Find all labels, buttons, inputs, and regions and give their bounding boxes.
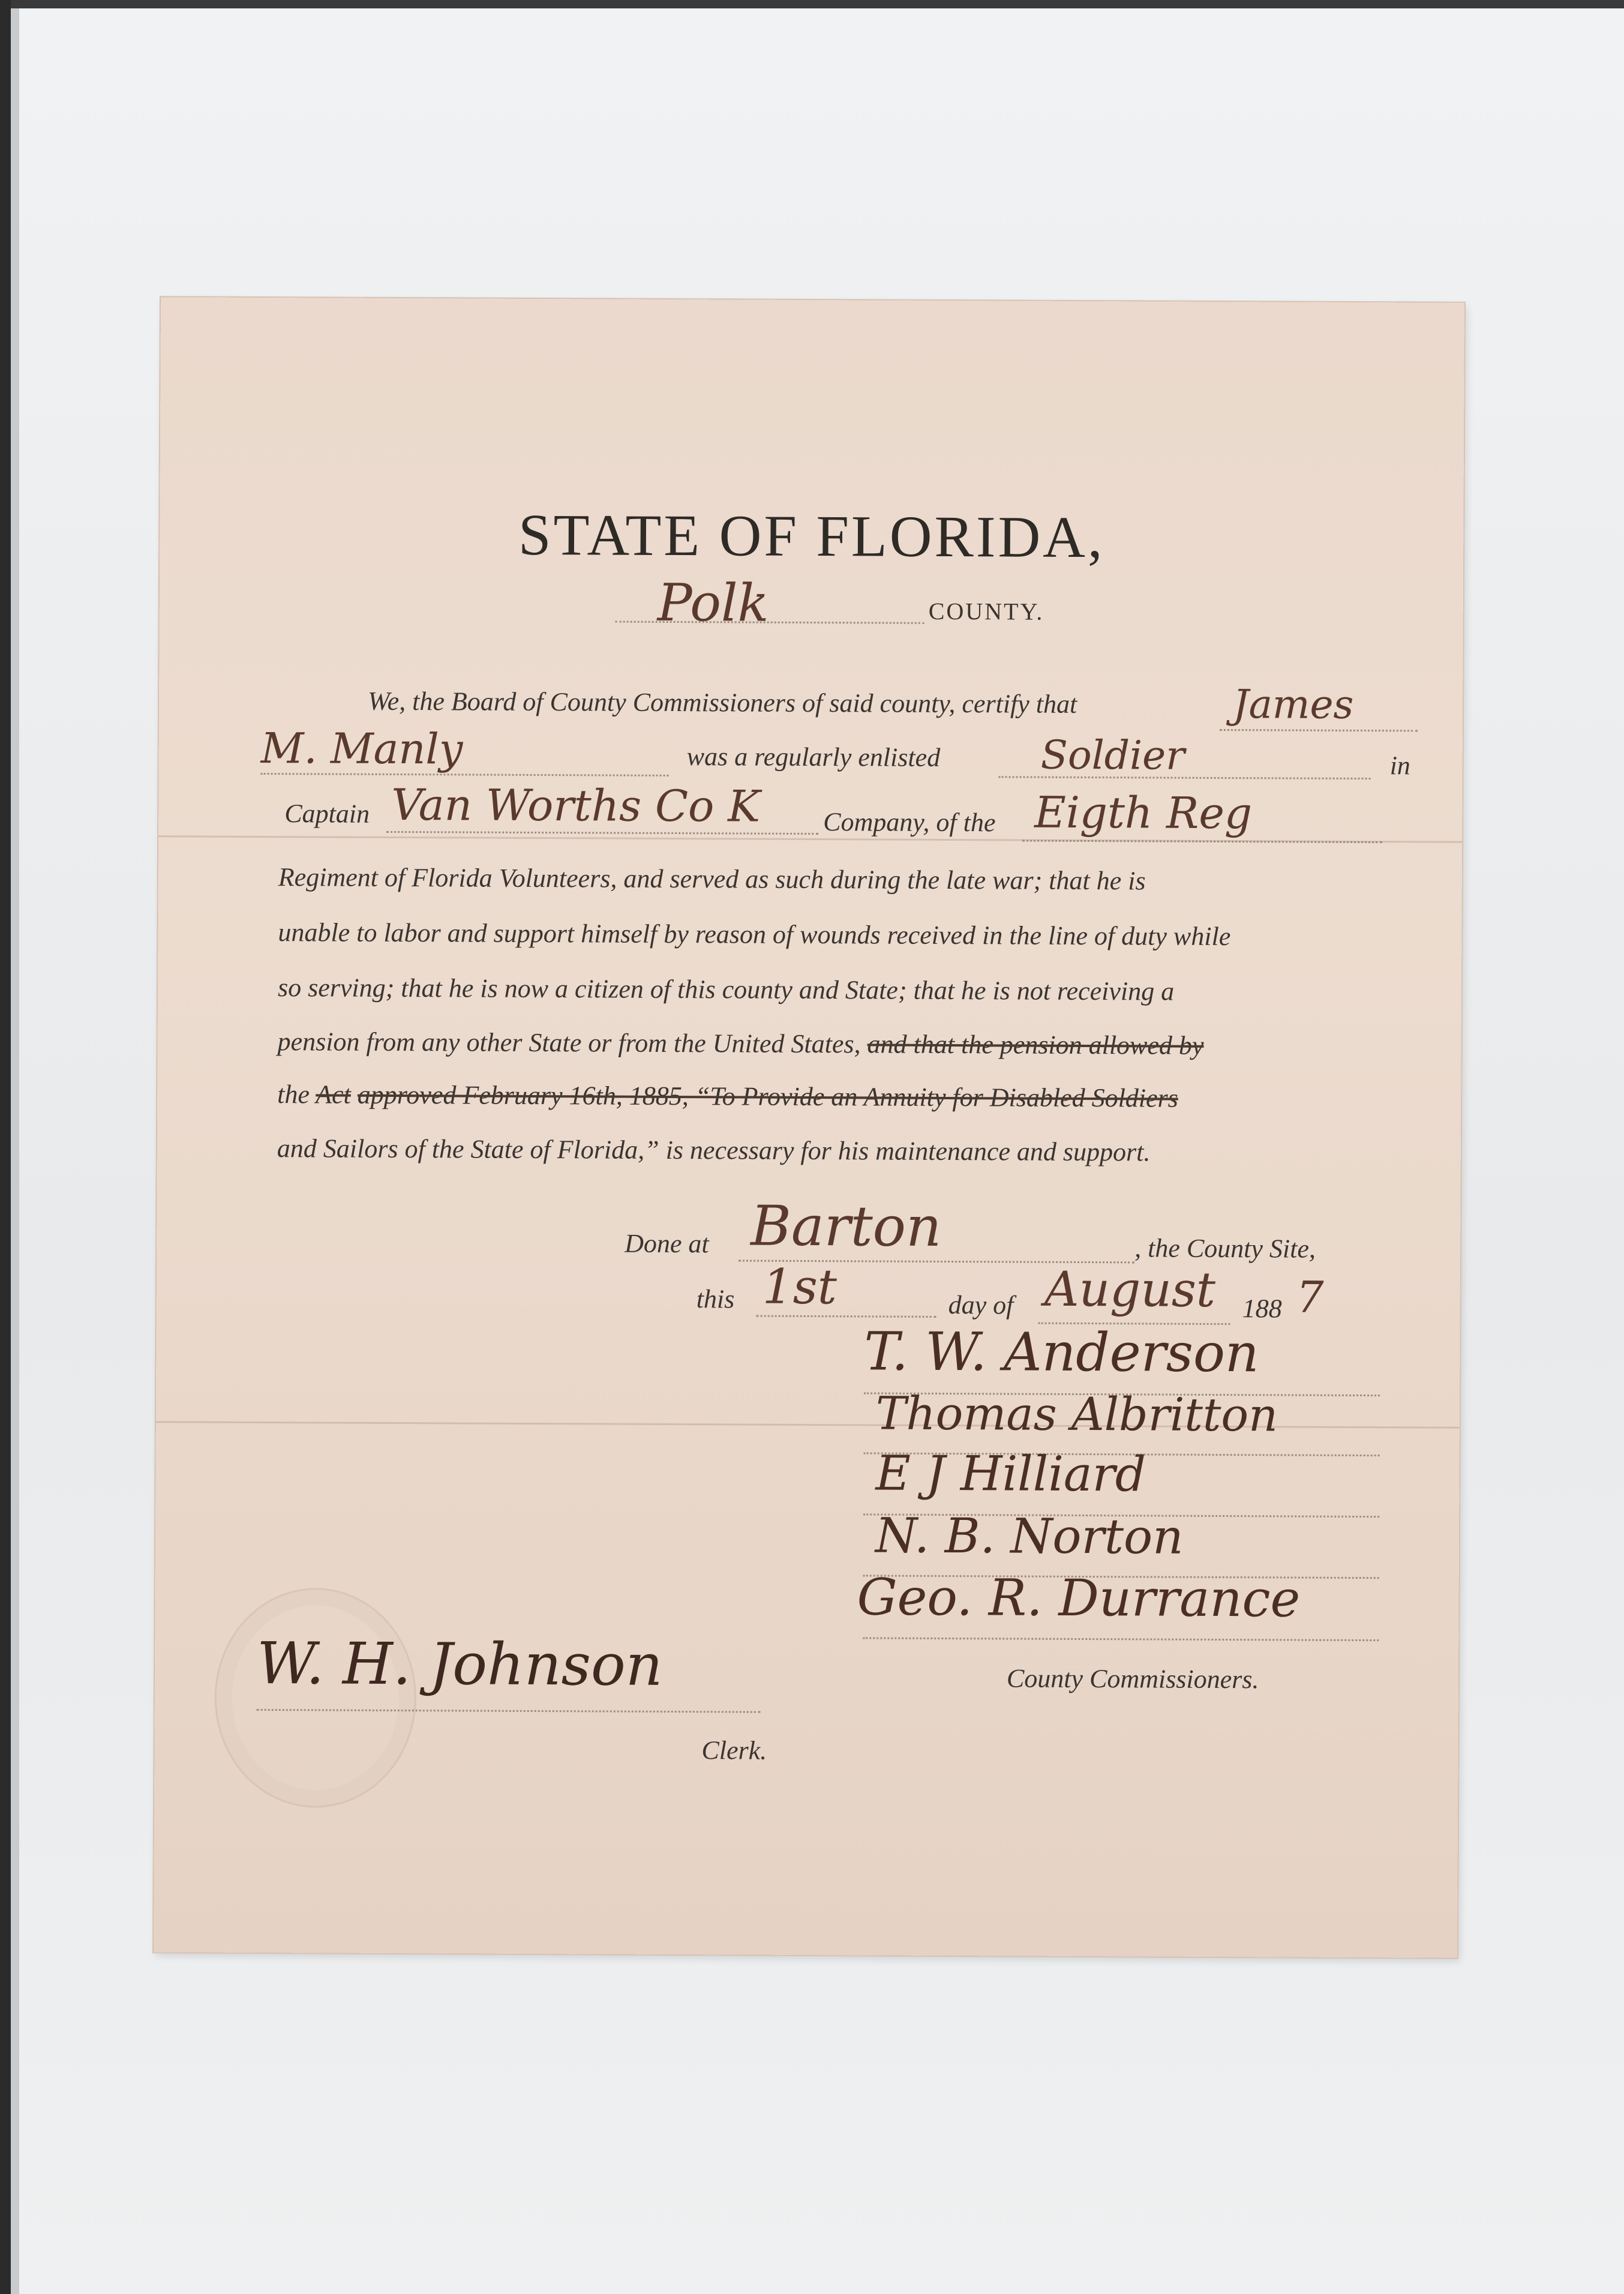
county-label: COUNTY. [928,597,1044,625]
day-of-label: day of [948,1290,1014,1320]
commissioners-caption: County Commissioners. [1006,1663,1259,1695]
enlisted-text: was a regularly enlisted [686,742,941,772]
year-prefix: 188 [1242,1294,1282,1324]
body-line-7 [278,1026,1204,1061]
commissioner-signature-2: Thomas Albritton [875,1386,1278,1442]
this-label: this [696,1284,735,1314]
commissioner-signature-5: Geo. R. Durrance [857,1567,1301,1629]
body-line-9: and Sailors of the State of Florida,” is necessary for his maintenance and support. [277,1133,1151,1167]
body-line-6: so serving; that he is now a citizen of this county and State; that he is not receiving a [277,973,1175,1006]
soldier-name-part-1: James [1232,681,1354,728]
done-at-value: Barton [751,1194,942,1259]
body-line-4: Regiment of Florida Volunteers, and served as such during the late war; that he is [278,862,1146,896]
captain-rule [386,831,818,835]
captain-label: Captain [284,799,370,829]
signature-rule [863,1637,1379,1641]
in-text: in [1389,751,1410,781]
captain-value: Van Worths Co K [391,779,761,832]
body-line-8 [277,1079,1178,1114]
intro-text: We, the Board of County Commissioners of said county, certify that [367,686,1077,719]
scan-border-inner [11,8,19,2294]
soldier-name-rule-1 [1220,729,1418,731]
done-at-label: Done at [625,1228,709,1259]
struck-text: approved February 16th, 1885, “To Provide an Annuity for Disabled Soldiers [357,1079,1178,1113]
soldier-name-rule-2 [261,773,669,776]
body-line-8-start: the [277,1079,310,1109]
commissioner-signature-1: T. W. Anderson [864,1320,1259,1384]
commissioner-signature-4: N. B. Norton [875,1507,1184,1565]
rank-value: Soldier [1040,731,1185,779]
county-site-text: , the County Site, [1134,1233,1316,1264]
clerk-caption: Clerk. [701,1735,767,1765]
certificate-paper [154,297,1464,1957]
document-title: STATE OF FLORIDA, [518,502,1105,571]
commissioner-signature-3: E J Hilliard [875,1445,1146,1503]
day-rule [757,1315,936,1318]
scan-border-top [0,0,1624,8]
month-value: August [1044,1261,1216,1318]
struck-text: Act [316,1079,351,1109]
county-field [616,572,1047,634]
clerk-signature: W. H. Johnson [256,1629,663,1699]
scan-border-left [0,0,11,2294]
body-line-5: unable to labor and support himself by reason of wounds received in the line of duty while [278,917,1231,952]
struck-text: and that the pension allowed by [867,1029,1204,1060]
county-value: Polk [657,572,769,634]
year-suffix: 7 [1296,1272,1324,1323]
soldier-name-part-2: M. Manly [260,724,463,774]
embossed-seal [214,1588,417,1808]
body-line-7-text: pension from any other State or from the United States, [277,1027,861,1059]
company-text: Company, of the [823,807,996,838]
day-value: 1st [762,1258,837,1315]
regiment-value: Eigth Reg [1034,787,1253,839]
